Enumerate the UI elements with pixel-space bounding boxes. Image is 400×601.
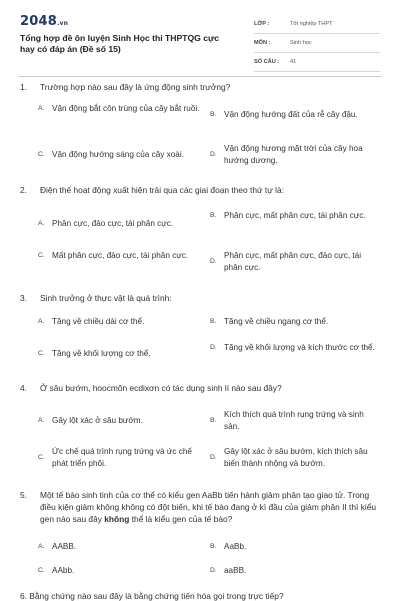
- question-text: Sinh trưởng ở thực vật là quá trình:: [40, 293, 172, 303]
- question-2: [20, 184, 380, 276]
- question-1: [20, 81, 380, 171]
- option-letter: C.: [38, 151, 45, 158]
- question-number: 2.: [20, 185, 27, 195]
- site-logo[interactable]: 2048.vn: [20, 14, 69, 29]
- option-letter: D.: [210, 454, 217, 461]
- meta-label: LỚP :: [254, 21, 270, 27]
- question-number: 3.: [20, 293, 27, 303]
- option-text: AAbb.: [52, 566, 75, 575]
- option-letter: B.: [210, 543, 217, 550]
- option-c[interactable]: [38, 250, 208, 262]
- option-text: Vận động bắt côn trùng của cây bắt ruồi.: [52, 104, 200, 113]
- question-stem: [20, 184, 380, 196]
- option-text: Vận động hương mặt trời của cây hoa hướng dương.: [224, 144, 363, 165]
- question-number: 4.: [20, 383, 27, 393]
- meta-row-subject: [254, 34, 380, 53]
- meta-value: Sinh học: [290, 40, 312, 46]
- option-letter: D.: [210, 344, 217, 351]
- question-stem: [20, 81, 380, 93]
- meta-label: MÔN :: [254, 40, 271, 46]
- option-text: Kích thích quá trình rụng trứng và sinh sản.: [224, 410, 364, 431]
- document-title: Tổng hợp đề ôn luyện Sinh Học thi THPTQG cực hay có đáp án (Đề số 15): [20, 33, 220, 54]
- option-text: Tăng về chiều ngang cơ thể.: [224, 317, 329, 326]
- option-letter: C.: [38, 567, 45, 574]
- question-4: [20, 382, 380, 474]
- question-number: 1.: [20, 82, 27, 92]
- option-a[interactable]: [38, 218, 208, 230]
- option-text: Tăng về khối lượng và kích thước cơ thể.: [224, 343, 375, 352]
- question-text: Trường hợp nào sau đây là ứng động sinh trưởng?: [40, 82, 231, 92]
- option-letter: D.: [210, 151, 217, 158]
- meta-row-count: [254, 53, 380, 72]
- option-letter: B.: [210, 417, 217, 424]
- option-letter: A.: [38, 318, 45, 325]
- option-c[interactable]: [38, 149, 208, 161]
- option-b[interactable]: [210, 109, 380, 121]
- option-letter: D.: [210, 258, 217, 265]
- option-letter: B.: [210, 111, 217, 118]
- option-text: Gây lột xác ở sâu bướm.: [52, 416, 143, 425]
- meta-value: Tốt nghiệp THPT: [290, 21, 333, 27]
- option-text: AABB.: [52, 542, 77, 551]
- question-number: 5.: [20, 490, 27, 500]
- option-c[interactable]: [38, 348, 208, 360]
- option-letter: B.: [210, 212, 217, 219]
- question-5: [20, 489, 380, 581]
- option-b[interactable]: [210, 409, 380, 433]
- question-stem: [20, 382, 380, 394]
- option-letter: C.: [38, 252, 45, 259]
- option-b[interactable]: [210, 316, 380, 328]
- option-b[interactable]: [210, 541, 380, 553]
- option-text: Vận động hướng đất của rễ cây đậu.: [224, 110, 358, 119]
- option-c[interactable]: [38, 446, 208, 470]
- option-letter: A.: [38, 105, 45, 112]
- question-text: Ở sâu bướm, hoocmôn ecdixơn có tác dụng sinh lí nào sau đây?: [40, 383, 282, 393]
- meta-value: 41: [290, 59, 297, 65]
- question-3: [20, 292, 380, 368]
- option-letter: A.: [38, 417, 45, 424]
- option-a[interactable]: [38, 316, 208, 328]
- option-text: Tăng về chiều dài cơ thể.: [52, 317, 145, 326]
- emphasis-not: không: [104, 514, 130, 524]
- option-d[interactable]: [210, 446, 380, 470]
- option-text: Phân cực, mất phân cực, đảo cực, tái phân cực.: [224, 251, 362, 272]
- option-letter: C.: [38, 454, 45, 461]
- meta-label: SỐ CÂU :: [254, 59, 280, 65]
- option-b[interactable]: [210, 210, 380, 222]
- question-6-partial: 6. Bằng chứng nào sau đây là bằng chứng tiến hóa gọi trong trực tiếp?: [20, 591, 284, 601]
- option-text: Mất phân cực, đảo cực, tái phân cực.: [52, 251, 189, 260]
- option-letter: D.: [210, 567, 217, 574]
- option-text: AaBb.: [224, 542, 247, 551]
- option-a[interactable]: [38, 541, 208, 553]
- option-a[interactable]: [38, 103, 208, 115]
- option-text: Vận động hướng sáng của cây xoài.: [52, 150, 184, 159]
- option-d[interactable]: [210, 143, 380, 167]
- question-text: Một tế bào sinh tinh của cơ thể có kiểu gen AaBb tiến hành giảm phân tạo giao tử. Trong điều kiện giảm không không có đột biến, khi tế bào đang ở kì đầu của giảm phân II thì kiểu gen nào sau đây không thể là kiểu gen của tế bào?: [40, 490, 377, 524]
- document-meta: [254, 15, 380, 72]
- option-letter: C.: [38, 350, 45, 357]
- question-stem: [20, 292, 380, 304]
- option-letter: B.: [210, 318, 217, 325]
- header-divider: [18, 76, 382, 77]
- question-stem: [20, 489, 380, 525]
- meta-row-grade: [254, 15, 380, 34]
- option-text: Phân cực, mất phân cực, tái phân cực.: [224, 211, 366, 220]
- question-text: Điện thế hoạt động xuất hiện trải qua các giai đoạn theo thứ tự là:: [40, 185, 285, 195]
- option-text: Tăng về khối lượng cơ thể.: [52, 349, 151, 358]
- option-text: Gây lột xác ở sâu bướm, kích thích sâu biến thành nhộng và bướm.: [224, 447, 368, 468]
- option-text: Phân cực, đảo cực, tái phân cực.: [52, 219, 174, 228]
- option-text: aaBB.: [224, 566, 247, 575]
- option-d[interactable]: [210, 565, 380, 577]
- page-header: [20, 14, 380, 70]
- option-letter: A.: [38, 543, 45, 550]
- option-a[interactable]: [38, 415, 208, 427]
- option-c[interactable]: [38, 565, 208, 577]
- option-text: Ức chế quá trình rụng trứng và ức chế phát triển phôi.: [52, 447, 192, 468]
- option-letter: A.: [38, 220, 45, 227]
- option-d[interactable]: [210, 250, 380, 274]
- option-d[interactable]: [210, 342, 380, 354]
